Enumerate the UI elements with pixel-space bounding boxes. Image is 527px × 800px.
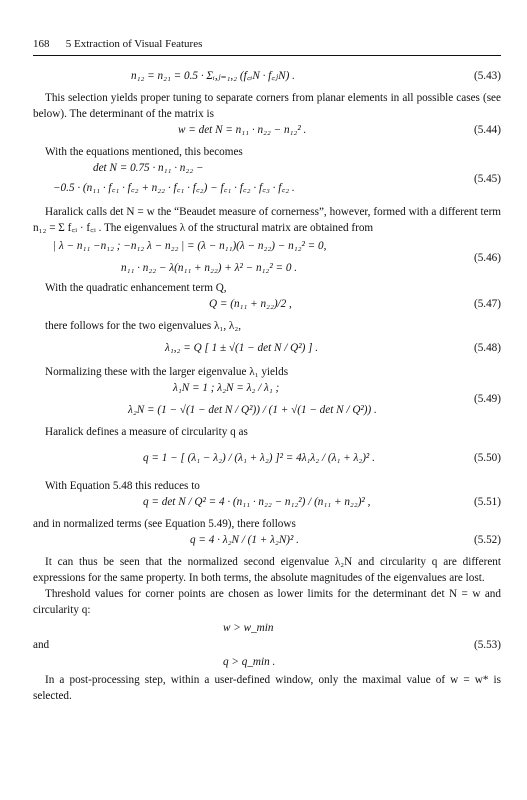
- equation-text: w = det N = n₁₁ · n₂₂ − n₁₂² .: [178, 124, 307, 136]
- equation-5-51: [33, 494, 501, 516]
- equation-text: n₁₂ = n₂₁ = 0.5 · Σᵢ,ⱼ₌₁,₂ (f꜀ᵢN · f꜀ⱼN) .: [131, 70, 295, 82]
- equation-text-line2: λ₂N = (1 − √(1 − det N / Q²)) / (1 + √(1 − det N / Q²)) .: [128, 404, 377, 416]
- equation-text: q = det N / Q² = 4 · (n₁₁ · n₂₂ − n₁₂²) / (n₁₁ + n₂₂)² ,: [143, 496, 371, 508]
- equation-text-line2: n₁₁ · n₂₂ − λ(n₁₁ + n₂₂) + λ² − n₁₂² = 0 .: [121, 262, 298, 274]
- equation-number: (5.46): [473, 252, 501, 264]
- equation-number: (5.50): [473, 452, 501, 464]
- equation-text-line1: | λ − n₁₁ −n₁₂ ; −n₁₂ λ − n₂₂ | = (λ − n₁₁)(λ − n₂₂) − n₁₂² = 0,: [53, 240, 327, 252]
- paragraph: With the quadratic enhancement term Q,: [45, 282, 227, 294]
- equation-5-53: [33, 618, 501, 672]
- equation-5-47: [33, 296, 501, 318]
- paragraph: Threshold values for corner points are chosen as lower limits for the determinant det N = w and circularity q:: [33, 588, 501, 616]
- equation-number: (5.53): [473, 639, 501, 651]
- paragraph: and in normalized terms (see Equation 5.49), there follows: [33, 518, 296, 530]
- page-number: 168: [33, 38, 50, 50]
- equation-number: (5.45): [473, 173, 501, 185]
- paragraph: In a post-processing step, within a user-defined window, only the maximal value of w = w* is selected.: [33, 674, 501, 702]
- equation-number: (5.48): [473, 342, 501, 354]
- equation-5-50: [33, 440, 501, 478]
- paragraph: With Equation 5.48 this reduces to: [45, 480, 200, 492]
- equation-text: λ₁,₂ = Q [ 1 ± √(1 − det N / Q²) ] .: [165, 342, 319, 354]
- equation-text: q = 4 · λ₂N / (1 + λ₂N)² .: [190, 534, 299, 546]
- equation-5-45: [33, 160, 501, 204]
- equation-5-52: [33, 532, 501, 554]
- equation-text-line2: −0.5 · (n₁₁ · f꜀₁ · f꜀₂ + n₂₂ · f꜀₁ · f꜀₂) − f꜀₁ · f꜀₂ · f꜀₃ · f꜀₂ .: [53, 182, 295, 194]
- page-body: [33, 68, 501, 704]
- equation-number: (5.52): [473, 534, 501, 546]
- paragraph: This selection yields proper tuning to separate corners from planar elements in all possible cases (see below). The determinant of the matrix is: [33, 92, 501, 120]
- paragraph: Normalizing these with the larger eigenvalue λ₁ yields: [45, 366, 289, 378]
- equation-text-line1: det N = 0.75 · n₁₁ · n₂₂ −: [93, 162, 204, 174]
- paragraph: there follows for the two eigenvalues λ₁, λ₂,: [45, 320, 242, 332]
- paragraph: Haralick calls det N = w the “Beaudet measure of cornerness”, however, formed with a different term n₁₂ = Σ f꜀ᵢ · f꜀ᵢ . The eigenvalues λ of the structural matrix are obtained from: [33, 206, 501, 234]
- equation-text: Q = (n₁₁ + n₂₂)/2 ,: [209, 298, 292, 310]
- equation-number: (5.49): [473, 393, 501, 405]
- equation-text-line2: q > q_min .: [223, 656, 276, 668]
- running-header: [33, 38, 501, 56]
- equation-number: (5.47): [473, 298, 501, 310]
- equation-number: (5.43): [473, 70, 501, 82]
- paragraph: With the equations mentioned, this becomes: [45, 146, 243, 158]
- equation-5-46: [33, 236, 501, 280]
- equation-5-49: [33, 380, 501, 424]
- equation-5-48: [33, 334, 501, 364]
- equation-number: (5.44): [473, 124, 501, 136]
- equation-text-line1: w > w_min: [223, 622, 274, 634]
- paragraph: It can thus be seen that the normalized second eigenvalue λ₂N and circularity q are different expressions for the same property. In both terms, the absolute magnitudes of the eigenvalues are lost.: [33, 556, 501, 584]
- equation-5-43: [33, 68, 501, 90]
- equation-number: (5.51): [473, 496, 501, 508]
- equation-conjunction: and: [33, 639, 50, 651]
- paragraph: Haralick defines a measure of circularity q as: [45, 426, 248, 438]
- equation-5-44: [33, 122, 501, 144]
- section-title: 5 Extraction of Visual Features: [65, 38, 203, 50]
- equation-text: q = 1 − [ (λ₁ − λ₂) / (λ₁ + λ₂) ]² = 4λ₁λ₂ / (λ₁ + λ₂)² .: [143, 452, 375, 464]
- equation-text-line1: λ₁N = 1 ; λ₂N = λ₂ / λ₁ ;: [173, 382, 280, 394]
